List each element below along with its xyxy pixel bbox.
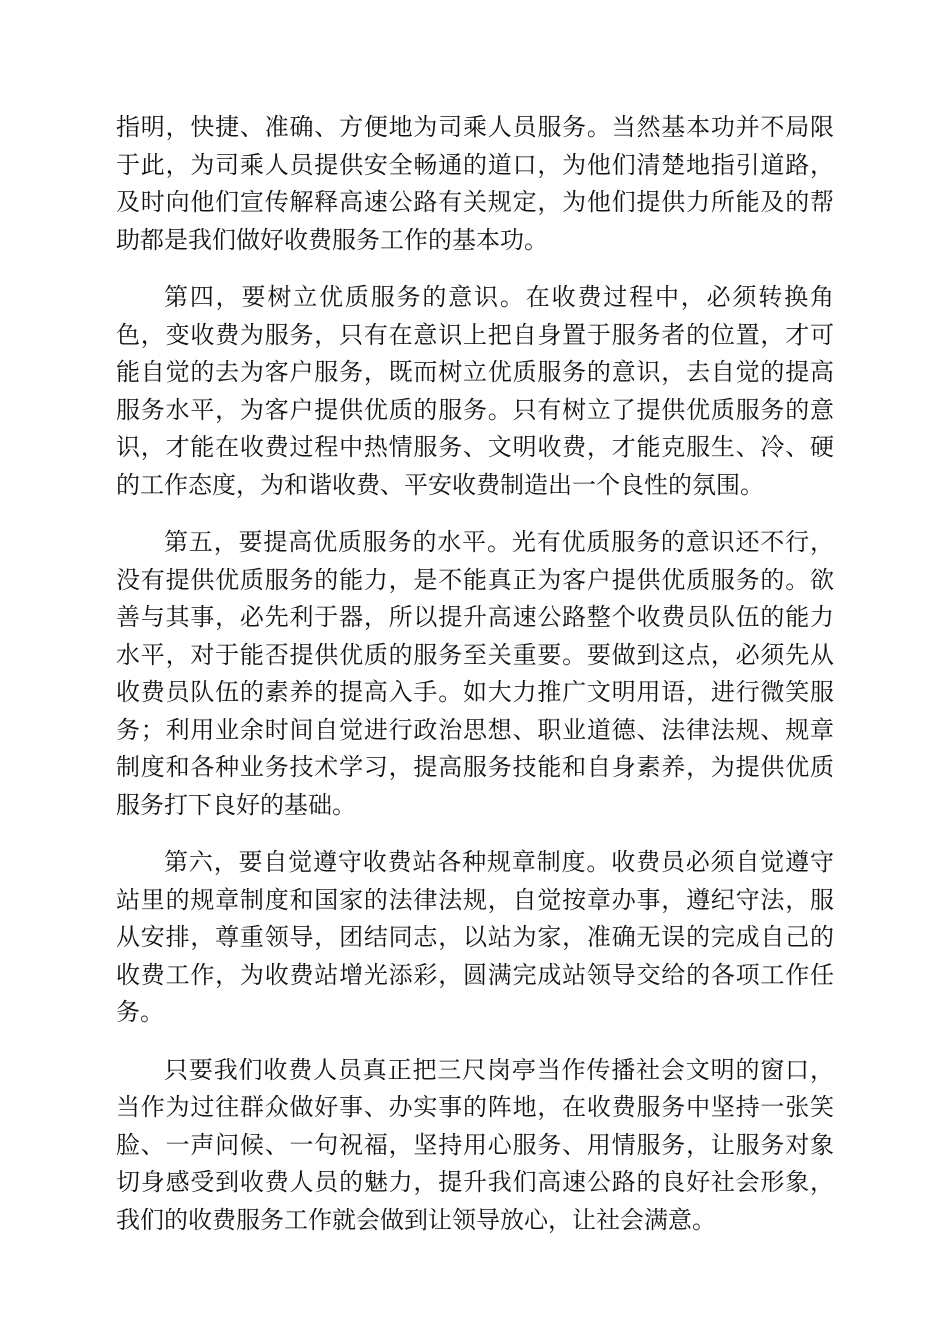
paragraph-sixth-point: 第六，要自觉遵守收费站各种规章制度。收费员必须自觉遵守站里的规章制度和国家的法律法规，自觉按章办事，遵纪守法，服从安排，尊重领导，团结同志，以站为家，准确无误的完成自己的收费工作，为收费站增光添彩，圆满完成站领导交给的各项工作任务。 (116, 848, 834, 1026)
paragraph-fifth-point: 第五，要提高优质服务的水平。光有优质服务的意识还不行，没有提供优质服务的能力，是不能真正为客户提供优质服务的。欲善与其事，必先利于器，所以提升高速公路整个收费员队伍的能力水平，对于能否提供优质的服务至关重要。要做到这点，必须先从收费员队伍的素养的提高入手。如大力推广文明用语，进行微笑服务；利用业余时间自觉进行政治思想、职业道德、法律法规、规章制度和各种业务技术学习，提高服务技能和自身素养，为提供优质服务打下良好的基础。 (116, 528, 834, 819)
paragraph-conclusion: 只要我们收费人员真正把三尺岗亭当作传播社会文明的窗口，当作为过往群众做好事、办实事的阵地，在收费服务中坚持一张笑脸、一声问候、一句祝福，坚持用心服务、用情服务，让服务对象切身感受到收费人员的魅力，提升我们高速公路的良好社会形象，我们的收费服务工作就会做到让领导放心，让社会满意。 (116, 1055, 834, 1234)
paragraph-continuation: 指明，快捷、准确、方便地为司乘人员服务。当然基本功并不局限于此，为司乘人员提供安全畅通的道口，为他们清楚地指引道路，及时向他们宣传解释高速公路有关规定，为他们提供力所能及的帮助都是我们做好收费服务工作的基本功。 (116, 113, 834, 254)
paragraph-fourth-point: 第四，要树立优质服务的意识。在收费过程中，必须转换角色，变收费为服务，只有在意识上把自身置于服务者的位置，才可能自觉的去为客户服务，既而树立优质服务的意识，去自觉的提高服务水平，为客户提供优质的服务。只有树立了提供优质服务的意识，才能在收费过程中热情服务、文明收费，才能克服生、冷、硬的工作态度，为和谐收费、平安收费制造出一个良性的氛围。 (116, 283, 834, 499)
document-body (116, 109, 834, 1259)
